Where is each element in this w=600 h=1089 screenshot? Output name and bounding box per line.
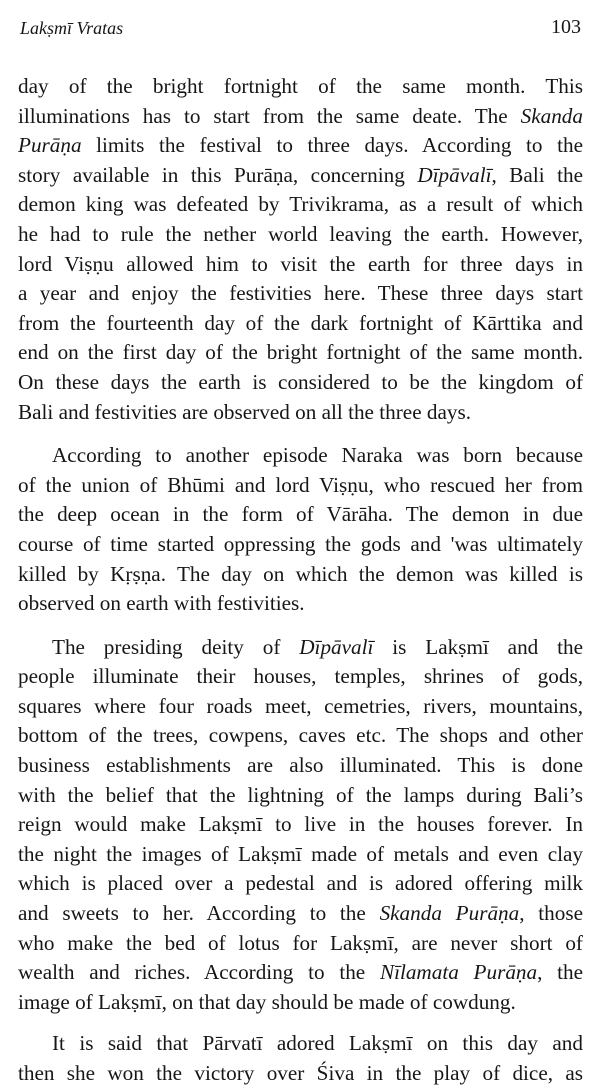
running-head: Lakṣmī Vratas xyxy=(20,18,124,38)
text-line: a year and enjoy the festivities here. These three days start xyxy=(18,281,583,306)
text-line: end on the first day of the bright fortnight of the same month. xyxy=(18,340,583,365)
text-line: It is said that Pārvatī adored Lakṣmī on this day and xyxy=(52,1031,583,1056)
italic-term: Dīpāvalī xyxy=(417,162,492,187)
italic-term: Nīlamata Purāṇa xyxy=(379,960,538,985)
page-number: 103 xyxy=(551,16,581,38)
text-line: image of Lakṣmī, on that day should be made of cowdung. xyxy=(18,989,516,1014)
text-fragment: story available in this Purāṇa, concerning xyxy=(18,162,405,187)
text-line: of the union of Bhūmi and lord Viṣṇu, who rescued her from xyxy=(18,472,583,497)
text-line xyxy=(18,899,583,929)
text-line: then she won the victory over Śiva in the play of dice, as xyxy=(18,1061,583,1085)
text-line: the deep ocean in the form of Vārāha. The demon in due xyxy=(18,502,583,527)
text-line: he had to rule the nether world leaving the earth. However, xyxy=(18,221,583,246)
text-line: who make the bed of lotus for Lakṣmī, are never short of xyxy=(18,930,583,955)
text-fragment: wealth and riches. According to the xyxy=(18,960,366,985)
paragraph-3 xyxy=(18,633,583,1018)
text-fragment: and sweets to her. According to the xyxy=(18,901,366,926)
text-line xyxy=(18,102,583,132)
text-line: the night the images of Lakṣmī made of metals and even clay xyxy=(18,841,583,866)
text-line: observed on earth with festivities. xyxy=(18,591,305,616)
text-line: squares where four roads meet, cemetries, rivers, mountains, xyxy=(18,693,583,718)
text-fragment: The presiding deity of xyxy=(52,634,281,659)
text-line: with the belief that the lightning of the lamps during Bali’s xyxy=(18,782,583,807)
italic-term: Skanda xyxy=(520,103,583,128)
text-line: On these days the earth is considered to be the kingdom of xyxy=(18,369,583,394)
italic-term: Skanda Purāṇa xyxy=(379,901,520,926)
text-line: Bali and festivities are observed on all the three days. xyxy=(18,399,472,424)
text-line xyxy=(18,131,583,161)
text-line: day of the bright fortnight of the same month. This xyxy=(18,74,583,98)
text-line xyxy=(18,633,583,663)
text-line: lord Viṣṇu allowed him to visit the earth for three days in xyxy=(18,251,583,276)
text-line xyxy=(18,161,583,191)
paragraph-1 xyxy=(18,72,583,427)
paragraph-2 xyxy=(18,441,583,619)
text-fragment: , those xyxy=(519,901,584,926)
text-fragment: , Bali the xyxy=(491,162,584,187)
text-line: demon king was defeated by Trivikrama, as a result of which xyxy=(18,192,583,217)
text-line xyxy=(18,958,583,988)
text-line: from the fourteenth day of the dark fortnight of Kārttika and xyxy=(18,310,583,335)
text-line: people illuminate their houses, temples, shrines of gods, xyxy=(18,664,583,689)
text-line: course of time started oppressing the gods and 'was ultimately xyxy=(18,531,583,556)
text-fragment: , the xyxy=(537,960,584,985)
paragraph-4 xyxy=(18,1029,583,1088)
italic-term: Dīpāvalī xyxy=(299,634,374,659)
text-line: which is placed over a pedestal and is adored offering milk xyxy=(18,871,583,896)
text-line: According to another episode Naraka was born because xyxy=(52,443,583,468)
text-fragment: illuminations has to start from the same deate. The xyxy=(18,103,508,128)
text-line: business establishments are also illuminated. This is done xyxy=(18,753,583,778)
text-line: killed by Kṛṣṇa. The day on which the demon was killed is xyxy=(18,561,583,586)
text-line: reign would make Lakṣmī to live in the houses forever. In xyxy=(18,812,583,837)
body-text xyxy=(18,72,583,1089)
italic-term: Purāṇa xyxy=(18,133,82,158)
text-fragment: limits the festival to three days. According to the xyxy=(96,133,583,158)
text-fragment: is Lakṣmī and the xyxy=(392,634,583,659)
text-line: bottom of the trees, cowpens, caves etc. The shops and other xyxy=(18,723,583,748)
